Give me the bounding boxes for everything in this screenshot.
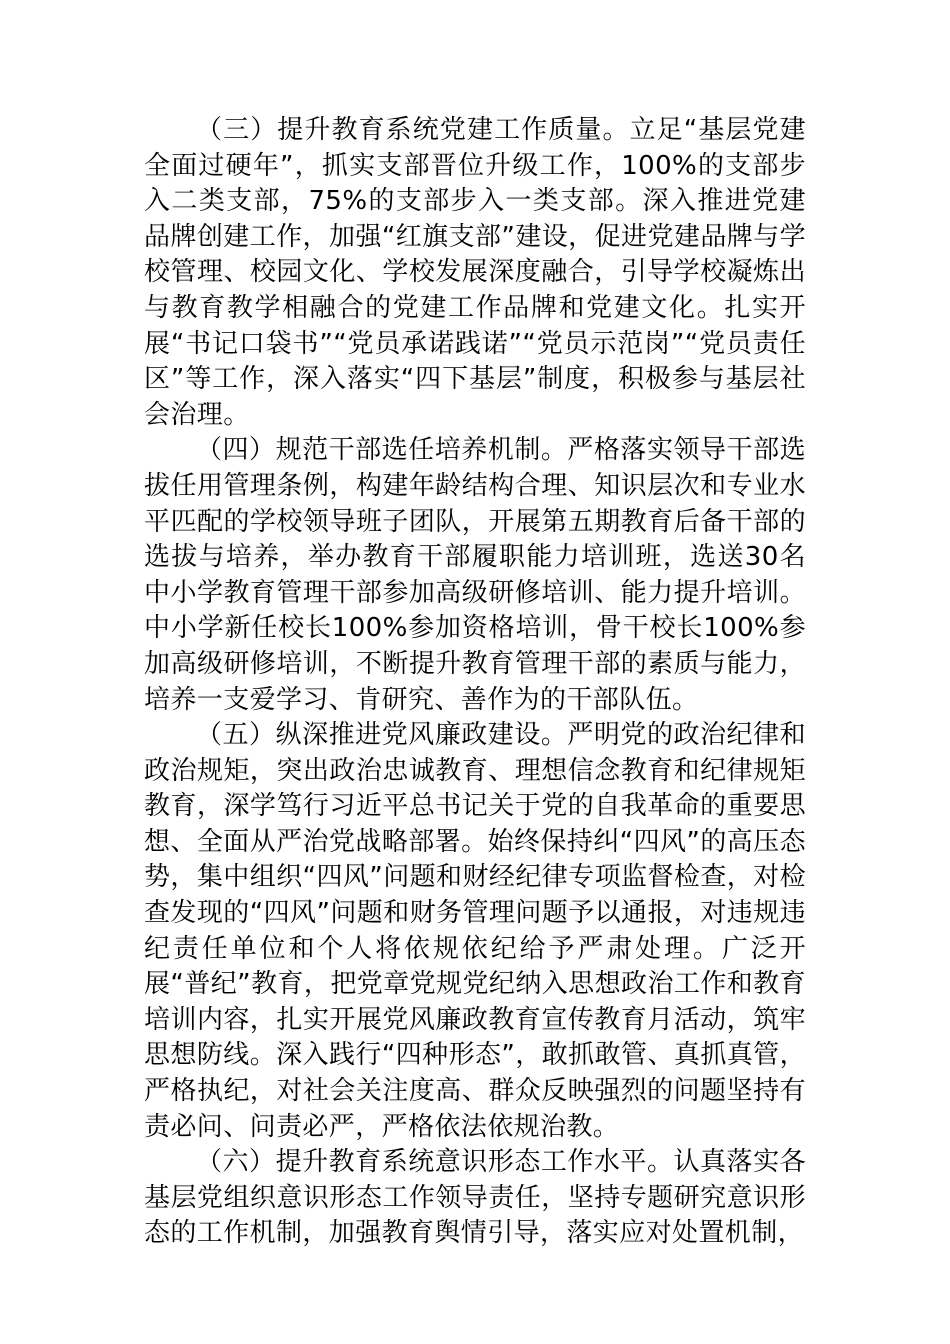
paragraph-party-building-quality: （三）提升教育系统党建工作质量。立足“基层党建全面过硬年”，抓实支部晋位升级工作，100%的支部步入二类支部，75%的支部步入一类支部。深入推进党建品牌创建工作，加强“红旗支部”建设，促进党建品牌与学校管理、校园文化、学校发展深度融合，引导学校凝炼出与教育教学相融合的党建工作品牌和党建文化。扎实开展“书记口袋书”“党员承诺践诺”“党员示范岗”“党员责任区”等工作，深入落实“四下基层”制度，积极参与基层社会治理。 [144,115,806,430]
paragraph-ideology-work: （六）提升教育系统意识形态工作水平。认真落实各基层党组织意识形态工作领导责任，坚持专题研究意识形态的工作机制，加强教育舆情引导，落实应对处置机制， [144,1147,806,1249]
document-body [144,113,806,1252]
paragraph-clean-governance: （五）纵深推进党风廉政建设。严明党的政治纪律和政治规矩，突出政治忠诚教育、理想信念教育和纪律规矩教育，深学笃行习近平总书记关于党的自我革命的重要思想、全面从严治党战略部署。始终保持纠“四风”的高压态势，集中组织“四风”问题和财经纪律专项监督检查，对检查发现的“四风”问题和财务管理问题予以通报，对违规违纪责任单位和个人将依规依纪给予严肃处理。广泛开展“普纪”教育，把党章党规党纪纳入思想政治工作和教育培训内容，扎实开展党风廉政教育宣传教育月活动，筑牢思想防线。深入践行“四种形态”，敢抓敢管、真抓真管，严格执纪，对社会关注度高、群众反映强烈的问题坚持有责必问、问责必严，严格依法依规治教。 [144,720,806,1142]
paragraph-cadre-selection: （四）规范干部选任培养机制。严格落实领导干部选拔任用管理条例，构建年龄结构合理、知识层次和专业水平匹配的学校领导班子团队，开展第五期教育后备干部的选拔与培养，举办教育干部履职能力培训班，选送30名中小学教育管理干部参加高级研修培训、能力提升培训。中小学新任校长100%参加资格培训，骨干校长100%参加高级研修培训，不断提升教育管理干部的素质与能力，培养一支爱学习、肯研究、善作为的干部队伍。 [144,435,806,715]
